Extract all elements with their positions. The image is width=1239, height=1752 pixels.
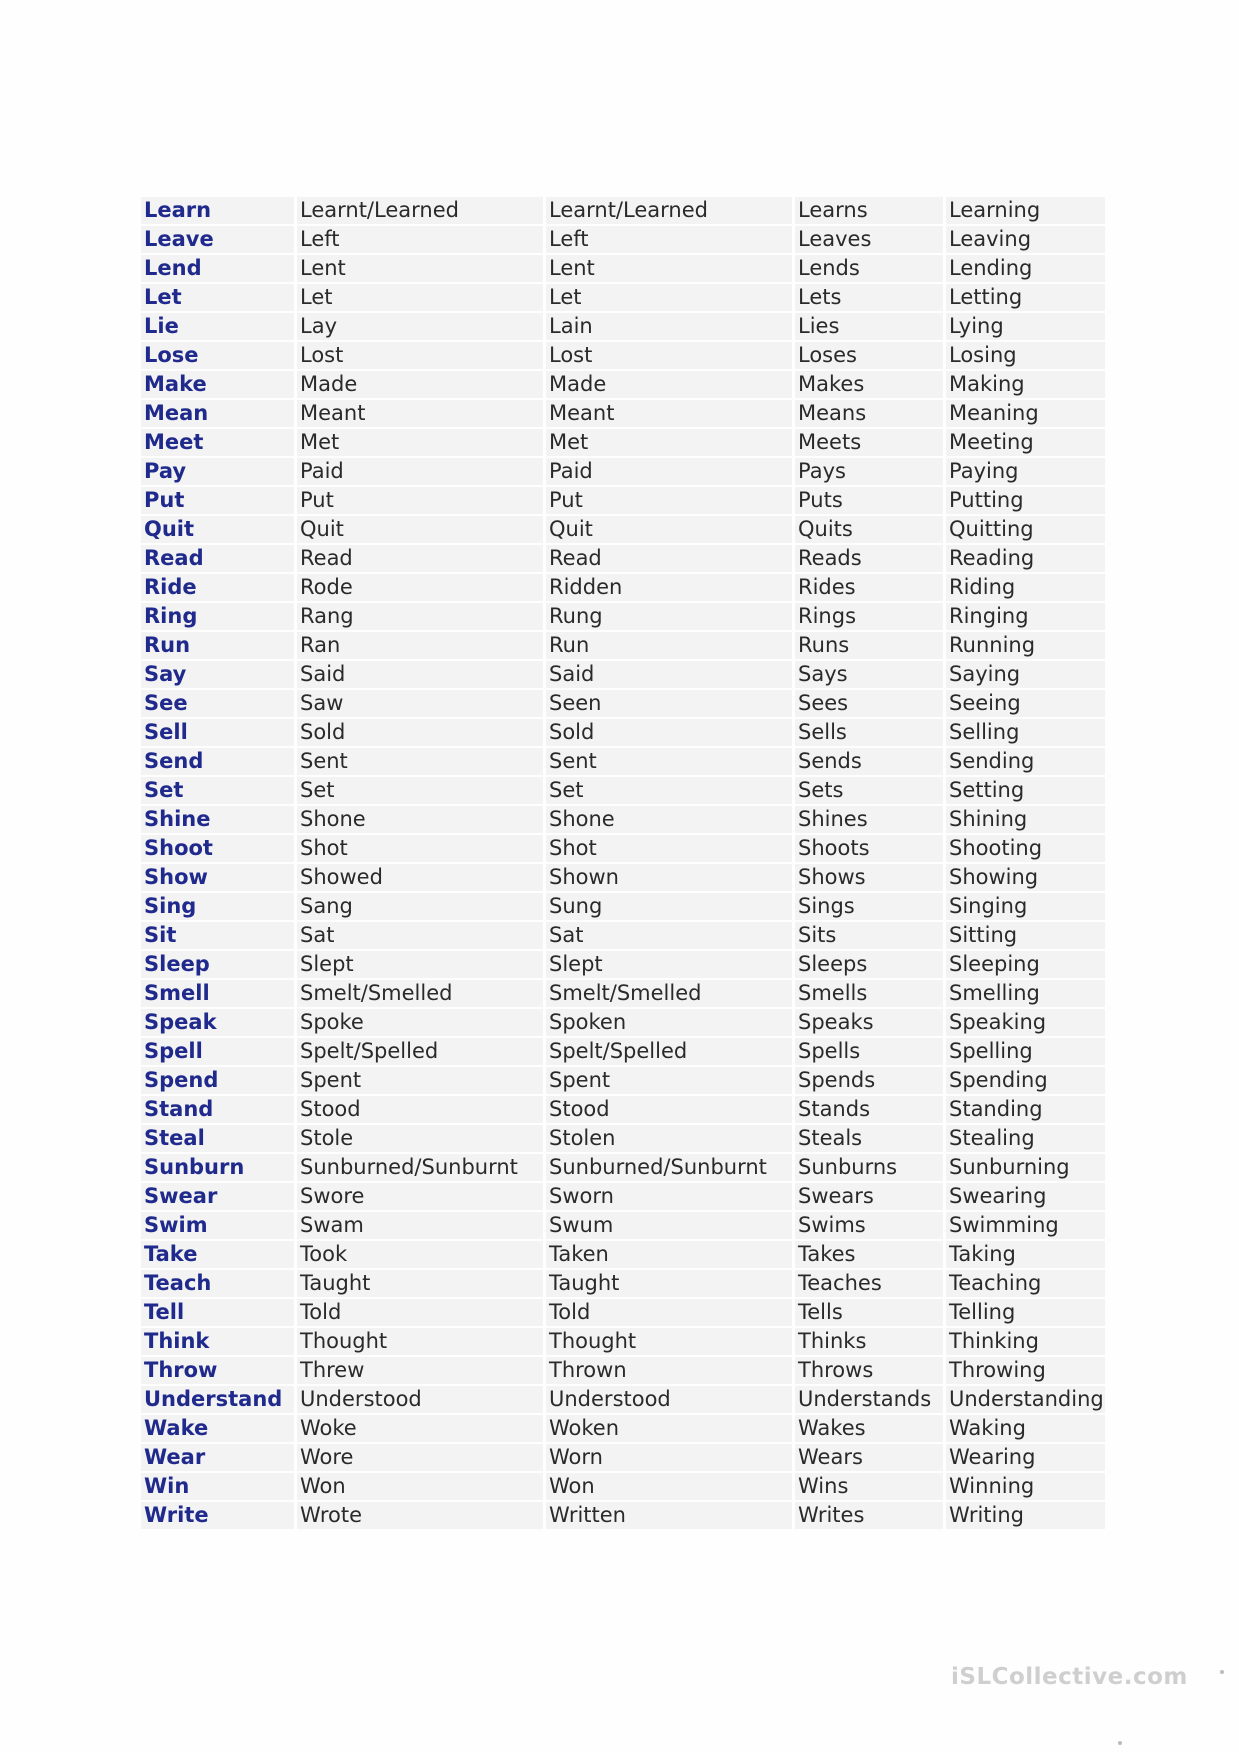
base-form-cell: Swear [141, 1183, 297, 1210]
ing-form-cell: Leaving [946, 226, 1105, 253]
past-participle-cell: Sent [546, 748, 795, 775]
past-participle-cell: Understood [546, 1386, 795, 1413]
past-simple-cell: Sent [297, 748, 546, 775]
table-row [141, 632, 1105, 659]
third-person-cell: Throws [795, 1357, 946, 1384]
third-person-cell: Quits [795, 516, 946, 543]
third-person-cell: Spells [795, 1038, 946, 1065]
third-person-cell: Puts [795, 487, 946, 514]
past-simple-cell: Learnt/Learned [297, 197, 546, 224]
base-form-cell: Put [141, 487, 297, 514]
past-simple-cell: Lent [297, 255, 546, 282]
table-row [141, 400, 1105, 427]
table-row [141, 1096, 1105, 1123]
past-simple-cell: Thought [297, 1328, 546, 1355]
table-row [141, 1328, 1105, 1355]
past-simple-cell: Took [297, 1241, 546, 1268]
ing-form-cell: Swearing [946, 1183, 1105, 1210]
past-participle-cell: Worn [546, 1444, 795, 1471]
third-person-cell: Sells [795, 719, 946, 746]
ing-form-cell: Reading [946, 545, 1105, 572]
base-form-cell: Mean [141, 400, 297, 427]
table-row [141, 1473, 1105, 1500]
past-participle-cell: Set [546, 777, 795, 804]
past-participle-cell: Sworn [546, 1183, 795, 1210]
ing-form-cell: Lending [946, 255, 1105, 282]
table-row [141, 864, 1105, 891]
third-person-cell: Makes [795, 371, 946, 398]
table-row [141, 226, 1105, 253]
base-form-cell: Spend [141, 1067, 297, 1094]
past-participle-cell: Met [546, 429, 795, 456]
third-person-cell: Sets [795, 777, 946, 804]
table-row [141, 980, 1105, 1007]
ing-form-cell: Thinking [946, 1328, 1105, 1355]
base-form-cell: Tell [141, 1299, 297, 1326]
past-simple-cell: Wrote [297, 1502, 546, 1529]
table-row [141, 1299, 1105, 1326]
ing-form-cell: Showing [946, 864, 1105, 891]
table-row [141, 1386, 1105, 1413]
ing-form-cell: Seeing [946, 690, 1105, 717]
third-person-cell: Smells [795, 980, 946, 1007]
base-form-cell: Steal [141, 1125, 297, 1152]
past-simple-cell: Said [297, 661, 546, 688]
third-person-cell: Understands [795, 1386, 946, 1413]
table-row [141, 806, 1105, 833]
past-simple-cell: Taught [297, 1270, 546, 1297]
past-simple-cell: Smelt/Smelled [297, 980, 546, 1007]
ing-form-cell: Spending [946, 1067, 1105, 1094]
ing-form-cell: Paying [946, 458, 1105, 485]
past-simple-cell: Put [297, 487, 546, 514]
past-simple-cell: Meant [297, 400, 546, 427]
third-person-cell: Sleeps [795, 951, 946, 978]
past-participle-cell: Lost [546, 342, 795, 369]
base-form-cell: Read [141, 545, 297, 572]
base-form-cell: Lose [141, 342, 297, 369]
third-person-cell: Lies [795, 313, 946, 340]
past-simple-cell: Swore [297, 1183, 546, 1210]
base-form-cell: Win [141, 1473, 297, 1500]
third-person-cell: Stands [795, 1096, 946, 1123]
base-form-cell: Ride [141, 574, 297, 601]
base-form-cell: Sing [141, 893, 297, 920]
table-row [141, 661, 1105, 688]
past-simple-cell: Sunburned/Sunburnt [297, 1154, 546, 1181]
ing-form-cell: Wearing [946, 1444, 1105, 1471]
table-row [141, 516, 1105, 543]
third-person-cell: Rides [795, 574, 946, 601]
table-row [141, 835, 1105, 862]
base-form-cell: Shine [141, 806, 297, 833]
past-participle-cell: Stood [546, 1096, 795, 1123]
ing-form-cell: Speaking [946, 1009, 1105, 1036]
past-participle-cell: Thought [546, 1328, 795, 1355]
ing-form-cell: Smelling [946, 980, 1105, 1007]
base-form-cell: Learn [141, 197, 297, 224]
base-form-cell: Smell [141, 980, 297, 1007]
table-row [141, 1212, 1105, 1239]
ing-form-cell: Writing [946, 1502, 1105, 1529]
past-simple-cell: Stole [297, 1125, 546, 1152]
past-simple-cell: Rode [297, 574, 546, 601]
table-row [141, 313, 1105, 340]
third-person-cell: Spends [795, 1067, 946, 1094]
past-simple-cell: Swam [297, 1212, 546, 1239]
third-person-cell: Steals [795, 1125, 946, 1152]
past-participle-cell: Shown [546, 864, 795, 891]
base-form-cell: Lie [141, 313, 297, 340]
corner-dot [1118, 1741, 1122, 1745]
past-participle-cell: Left [546, 226, 795, 253]
past-participle-cell: Spelt/Spelled [546, 1038, 795, 1065]
third-person-cell: Pays [795, 458, 946, 485]
past-participle-cell: Shone [546, 806, 795, 833]
base-form-cell: Let [141, 284, 297, 311]
base-form-cell: Lend [141, 255, 297, 282]
ing-form-cell: Letting [946, 284, 1105, 311]
base-form-cell: Wear [141, 1444, 297, 1471]
base-form-cell: See [141, 690, 297, 717]
base-form-cell: Sell [141, 719, 297, 746]
third-person-cell: Wears [795, 1444, 946, 1471]
irregular-verbs-table [141, 195, 1105, 1531]
third-person-cell: Shines [795, 806, 946, 833]
table-row [141, 690, 1105, 717]
past-participle-cell: Stolen [546, 1125, 795, 1152]
past-participle-cell: Ridden [546, 574, 795, 601]
ing-form-cell: Teaching [946, 1270, 1105, 1297]
third-person-cell: Sings [795, 893, 946, 920]
base-form-cell: Pay [141, 458, 297, 485]
third-person-cell: Teaches [795, 1270, 946, 1297]
past-participle-cell: Paid [546, 458, 795, 485]
past-participle-cell: Told [546, 1299, 795, 1326]
table-row [141, 574, 1105, 601]
table-row [141, 429, 1105, 456]
past-participle-cell: Rung [546, 603, 795, 630]
base-form-cell: Run [141, 632, 297, 659]
past-participle-cell: Swum [546, 1212, 795, 1239]
ing-form-cell: Learning [946, 197, 1105, 224]
ing-form-cell: Waking [946, 1415, 1105, 1442]
ing-form-cell: Riding [946, 574, 1105, 601]
table-row [141, 748, 1105, 775]
past-simple-cell: Ran [297, 632, 546, 659]
table-row [141, 1444, 1105, 1471]
third-person-cell: Sunburns [795, 1154, 946, 1181]
base-form-cell: Teach [141, 1270, 297, 1297]
past-participle-cell: Spoken [546, 1009, 795, 1036]
table-row [141, 1241, 1105, 1268]
third-person-cell: Rings [795, 603, 946, 630]
third-person-cell: Sits [795, 922, 946, 949]
table-row [141, 1183, 1105, 1210]
ing-form-cell: Throwing [946, 1357, 1105, 1384]
third-person-cell: Loses [795, 342, 946, 369]
past-participle-cell: Put [546, 487, 795, 514]
past-participle-cell: Slept [546, 951, 795, 978]
past-participle-cell: Lain [546, 313, 795, 340]
base-form-cell: Shoot [141, 835, 297, 862]
past-participle-cell: Learnt/Learned [546, 197, 795, 224]
table-row [141, 1415, 1105, 1442]
past-simple-cell: Spelt/Spelled [297, 1038, 546, 1065]
past-simple-cell: Met [297, 429, 546, 456]
past-participle-cell: Taught [546, 1270, 795, 1297]
base-form-cell: Say [141, 661, 297, 688]
table-row [141, 1502, 1105, 1529]
base-form-cell: Stand [141, 1096, 297, 1123]
ing-form-cell: Making [946, 371, 1105, 398]
base-form-cell: Understand [141, 1386, 297, 1413]
base-form-cell: Leave [141, 226, 297, 253]
ing-form-cell: Telling [946, 1299, 1105, 1326]
ing-form-cell: Saying [946, 661, 1105, 688]
past-simple-cell: Slept [297, 951, 546, 978]
table-row [141, 777, 1105, 804]
third-person-cell: Reads [795, 545, 946, 572]
ing-form-cell: Shining [946, 806, 1105, 833]
corner-dot [1220, 1670, 1224, 1674]
past-simple-cell: Showed [297, 864, 546, 891]
third-person-cell: Speaks [795, 1009, 946, 1036]
past-simple-cell: Left [297, 226, 546, 253]
ing-form-cell: Sunburning [946, 1154, 1105, 1181]
table-row [141, 1270, 1105, 1297]
third-person-cell: Thinks [795, 1328, 946, 1355]
third-person-cell: Shoots [795, 835, 946, 862]
third-person-cell: Means [795, 400, 946, 427]
past-simple-cell: Made [297, 371, 546, 398]
past-simple-cell: Saw [297, 690, 546, 717]
past-simple-cell: Spoke [297, 1009, 546, 1036]
past-participle-cell: Run [546, 632, 795, 659]
table-row [141, 284, 1105, 311]
past-simple-cell: Stood [297, 1096, 546, 1123]
table-row [141, 603, 1105, 630]
ing-form-cell: Shooting [946, 835, 1105, 862]
past-simple-cell: Lost [297, 342, 546, 369]
table-row [141, 197, 1105, 224]
third-person-cell: Lets [795, 284, 946, 311]
table-row [141, 1357, 1105, 1384]
table-row [141, 1038, 1105, 1065]
past-participle-cell: Seen [546, 690, 795, 717]
ing-form-cell: Meeting [946, 429, 1105, 456]
third-person-cell: Learns [795, 197, 946, 224]
past-participle-cell: Spent [546, 1067, 795, 1094]
past-simple-cell: Understood [297, 1386, 546, 1413]
third-person-cell: Wins [795, 1473, 946, 1500]
past-simple-cell: Won [297, 1473, 546, 1500]
base-form-cell: Spell [141, 1038, 297, 1065]
ing-form-cell: Ringing [946, 603, 1105, 630]
past-participle-cell: Read [546, 545, 795, 572]
table-row [141, 255, 1105, 282]
past-simple-cell: Told [297, 1299, 546, 1326]
past-participle-cell: Meant [546, 400, 795, 427]
third-person-cell: Sends [795, 748, 946, 775]
ing-form-cell: Winning [946, 1473, 1105, 1500]
third-person-cell: Writes [795, 1502, 946, 1529]
ing-form-cell: Putting [946, 487, 1105, 514]
ing-form-cell: Setting [946, 777, 1105, 804]
ing-form-cell: Running [946, 632, 1105, 659]
third-person-cell: Runs [795, 632, 946, 659]
base-form-cell: Send [141, 748, 297, 775]
past-simple-cell: Rang [297, 603, 546, 630]
base-form-cell: Throw [141, 1357, 297, 1384]
base-form-cell: Set [141, 777, 297, 804]
ing-form-cell: Spelling [946, 1038, 1105, 1065]
table-row [141, 922, 1105, 949]
third-person-cell: Shows [795, 864, 946, 891]
third-person-cell: Sees [795, 690, 946, 717]
ing-form-cell: Meaning [946, 400, 1105, 427]
third-person-cell: Wakes [795, 1415, 946, 1442]
ing-form-cell: Quitting [946, 516, 1105, 543]
table-row [141, 1009, 1105, 1036]
past-simple-cell: Threw [297, 1357, 546, 1384]
ing-form-cell: Swimming [946, 1212, 1105, 1239]
table-row [141, 1067, 1105, 1094]
table-row [141, 487, 1105, 514]
base-form-cell: Sunburn [141, 1154, 297, 1181]
base-form-cell: Swim [141, 1212, 297, 1239]
past-participle-cell: Sold [546, 719, 795, 746]
ing-form-cell: Understanding [946, 1386, 1105, 1413]
base-form-cell: Think [141, 1328, 297, 1355]
third-person-cell: Swims [795, 1212, 946, 1239]
past-participle-cell: Quit [546, 516, 795, 543]
table-row [141, 1154, 1105, 1181]
past-participle-cell: Won [546, 1473, 795, 1500]
base-form-cell: Meet [141, 429, 297, 456]
table-row [141, 951, 1105, 978]
table-row [141, 545, 1105, 572]
ing-form-cell: Singing [946, 893, 1105, 920]
base-form-cell: Make [141, 371, 297, 398]
past-simple-cell: Read [297, 545, 546, 572]
past-participle-cell: Smelt/Smelled [546, 980, 795, 1007]
past-simple-cell: Set [297, 777, 546, 804]
base-form-cell: Ring [141, 603, 297, 630]
past-simple-cell: Sold [297, 719, 546, 746]
base-form-cell: Sit [141, 922, 297, 949]
past-simple-cell: Sat [297, 922, 546, 949]
table-row [141, 342, 1105, 369]
third-person-cell: Lends [795, 255, 946, 282]
past-simple-cell: Shone [297, 806, 546, 833]
third-person-cell: Says [795, 661, 946, 688]
past-participle-cell: Made [546, 371, 795, 398]
ing-form-cell: Sitting [946, 922, 1105, 949]
past-participle-cell: Sat [546, 922, 795, 949]
third-person-cell: Tells [795, 1299, 946, 1326]
table-row [141, 719, 1105, 746]
past-participle-cell: Lent [546, 255, 795, 282]
third-person-cell: Swears [795, 1183, 946, 1210]
past-simple-cell: Sang [297, 893, 546, 920]
ing-form-cell: Lying [946, 313, 1105, 340]
ing-form-cell: Stealing [946, 1125, 1105, 1152]
past-simple-cell: Paid [297, 458, 546, 485]
past-simple-cell: Lay [297, 313, 546, 340]
past-simple-cell: Woke [297, 1415, 546, 1442]
past-simple-cell: Shot [297, 835, 546, 862]
past-participle-cell: Let [546, 284, 795, 311]
verb-rows [141, 197, 1105, 1529]
table-row [141, 458, 1105, 485]
ing-form-cell: Standing [946, 1096, 1105, 1123]
ing-form-cell: Sending [946, 748, 1105, 775]
base-form-cell: Take [141, 1241, 297, 1268]
ing-form-cell: Selling [946, 719, 1105, 746]
past-participle-cell: Written [546, 1502, 795, 1529]
third-person-cell: Meets [795, 429, 946, 456]
past-participle-cell: Sunburned/Sunburnt [546, 1154, 795, 1181]
past-participle-cell: Woken [546, 1415, 795, 1442]
ing-form-cell: Taking [946, 1241, 1105, 1268]
past-simple-cell: Let [297, 284, 546, 311]
past-participle-cell: Thrown [546, 1357, 795, 1384]
third-person-cell: Takes [795, 1241, 946, 1268]
table-row [141, 893, 1105, 920]
ing-form-cell: Losing [946, 342, 1105, 369]
base-form-cell: Quit [141, 516, 297, 543]
table-row [141, 1125, 1105, 1152]
table-row [141, 371, 1105, 398]
base-form-cell: Wake [141, 1415, 297, 1442]
past-simple-cell: Quit [297, 516, 546, 543]
base-form-cell: Speak [141, 1009, 297, 1036]
watermark: iSLCollective.com [951, 1664, 1188, 1690]
third-person-cell: Leaves [795, 226, 946, 253]
ing-form-cell: Sleeping [946, 951, 1105, 978]
base-form-cell: Sleep [141, 951, 297, 978]
past-participle-cell: Said [546, 661, 795, 688]
past-simple-cell: Spent [297, 1067, 546, 1094]
past-simple-cell: Wore [297, 1444, 546, 1471]
past-participle-cell: Taken [546, 1241, 795, 1268]
past-participle-cell: Shot [546, 835, 795, 862]
base-form-cell: Write [141, 1502, 297, 1529]
base-form-cell: Show [141, 864, 297, 891]
past-participle-cell: Sung [546, 893, 795, 920]
